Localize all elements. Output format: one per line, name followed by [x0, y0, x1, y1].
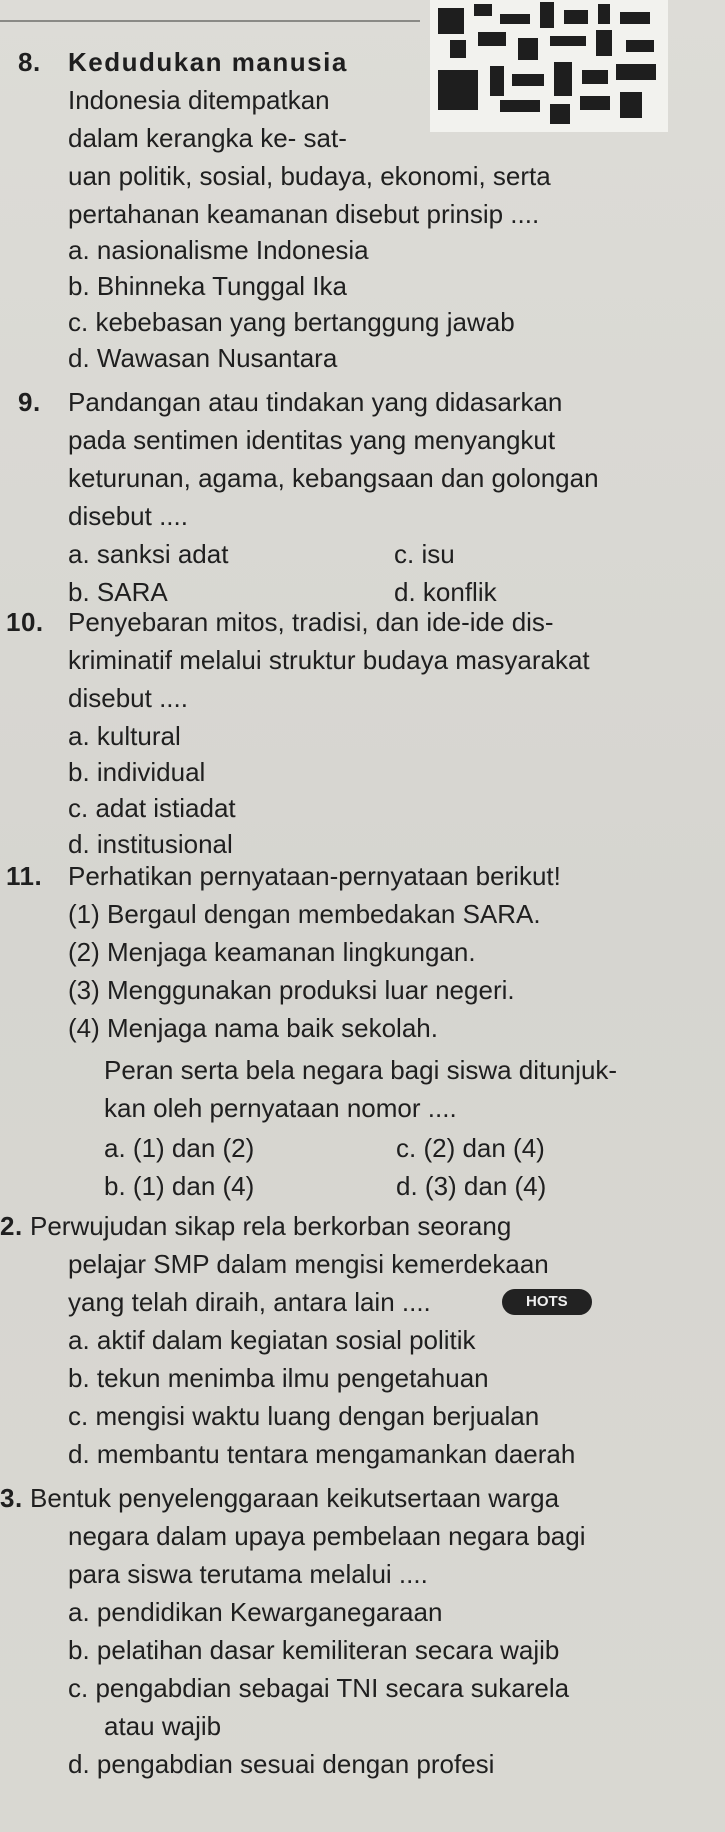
question-number: 10. — [6, 607, 44, 637]
question-number: 11. — [6, 861, 43, 891]
statement-2: (2) Menjaga keamanan lingkungan. — [68, 937, 476, 967]
statement-3: (3) Menggunakan produksi luar negeri. — [68, 975, 515, 1005]
question-number: 3. — [0, 1483, 23, 1513]
question-text-line: disebut .... — [68, 683, 188, 713]
answer-option-a[interactable]: a. (1) dan (2) — [104, 1133, 255, 1163]
qr-code-icon — [430, 0, 668, 132]
answer-option-b[interactable]: b. individual — [68, 757, 206, 787]
answer-option-d[interactable]: d. konflik — [394, 577, 497, 607]
question-text-line: Pandangan atau tindakan yang didasarkan — [68, 387, 563, 417]
answer-option-c[interactable]: c. isu — [394, 539, 455, 569]
question-text-line: pelajar SMP dalam mengisi kemerdekaan — [68, 1249, 549, 1279]
answer-option-a[interactable]: a. sanksi adat — [68, 539, 229, 569]
question-text-line: pertahanan keamanan disebut prinsip .... — [68, 199, 540, 229]
hots-badge: HOTS — [502, 1289, 592, 1315]
question-text-line: pada sentimen identitas yang menyangkut — [68, 425, 556, 455]
answer-option-d[interactable]: d. Wawasan Nusantara — [68, 343, 338, 373]
statement-1: (1) Bergaul dengan membedakan SARA. — [68, 899, 541, 929]
question-text-line: negara dalam upaya pembelaan negara bagi — [68, 1521, 586, 1551]
question-text-line: Penyebaran mitos, tradisi, dan ide-ide dis- — [68, 607, 554, 637]
question-text-line: Indonesia ditempatkan — [68, 85, 330, 115]
answer-option-b[interactable]: b. pelatihan dasar kemiliteran secara wajib — [68, 1635, 560, 1665]
answer-option-a[interactable]: a. nasionalisme Indonesia — [68, 235, 369, 265]
answer-option-b[interactable]: b. (1) dan (4) — [104, 1171, 255, 1201]
answer-option-d[interactable]: d. (3) dan (4) — [396, 1171, 547, 1201]
statement-4: (4) Menjaga nama baik sekolah. — [68, 1013, 438, 1043]
question-number: 2. — [0, 1211, 23, 1241]
answer-option-c-continued: atau wajib — [104, 1711, 222, 1741]
answer-option-a[interactable]: a. aktif dalam kegiatan sosial politik — [68, 1325, 476, 1355]
top-rule — [0, 20, 420, 22]
answer-option-d[interactable]: d. pengabdian sesuai dengan profesi — [68, 1749, 495, 1779]
answer-option-b[interactable]: b. SARA — [68, 577, 168, 607]
question-text-line: Bentuk penyelenggaraan keikutsertaan warga — [30, 1483, 560, 1513]
question-number: 9. — [18, 387, 41, 417]
question-text-line: kriminatif melalui struktur budaya masyarakat — [68, 645, 590, 675]
question-text-line: uan politik, sosial, budaya, ekonomi, serta — [68, 161, 551, 191]
answer-option-c[interactable]: c. kebebasan yang bertanggung jawab — [68, 307, 515, 337]
question-text-line: disebut .... — [68, 501, 188, 531]
answer-option-a[interactable]: a. kultural — [68, 721, 181, 751]
answer-option-a[interactable]: a. pendidikan Kewarganegaraan — [68, 1597, 443, 1627]
answer-option-c[interactable]: c. pengabdian sebagai TNI secara sukarela — [68, 1673, 570, 1703]
answer-option-d[interactable]: d. membantu tentara mengamankan daerah — [68, 1439, 576, 1469]
question-text-line: kan oleh pernyataan nomor .... — [104, 1093, 457, 1123]
question-text-line: Kedudukan manusia — [68, 47, 348, 77]
answer-option-c[interactable]: c. mengisi waktu luang dengan berjualan — [68, 1401, 540, 1431]
answer-option-c[interactable]: c. (2) dan (4) — [396, 1133, 545, 1163]
question-number: 8. — [18, 47, 41, 77]
answer-option-b[interactable]: b. Bhinneka Tunggal Ika — [68, 271, 347, 301]
answer-option-c[interactable]: c. adat istiadat — [68, 793, 236, 823]
question-text-line: yang telah diraih, antara lain .... — [68, 1287, 431, 1317]
question-text-line: Peran serta bela negara bagi siswa ditunjuk- — [104, 1055, 618, 1085]
question-text-line: Perwujudan sikap rela berkorban seorang — [30, 1211, 512, 1241]
answer-option-d[interactable]: d. institusional — [68, 829, 233, 859]
question-text-line: Perhatikan pernyataan-pernyataan berikut! — [68, 861, 561, 891]
question-text-line: keturunan, agama, kebangsaan dan golongan — [68, 463, 599, 493]
answer-option-b[interactable]: b. tekun menimba ilmu pengetahuan — [68, 1363, 489, 1393]
question-text-line: dalam kerangka ke- sat- — [68, 123, 347, 153]
question-text-line: para siswa terutama melalui .... — [68, 1559, 428, 1589]
